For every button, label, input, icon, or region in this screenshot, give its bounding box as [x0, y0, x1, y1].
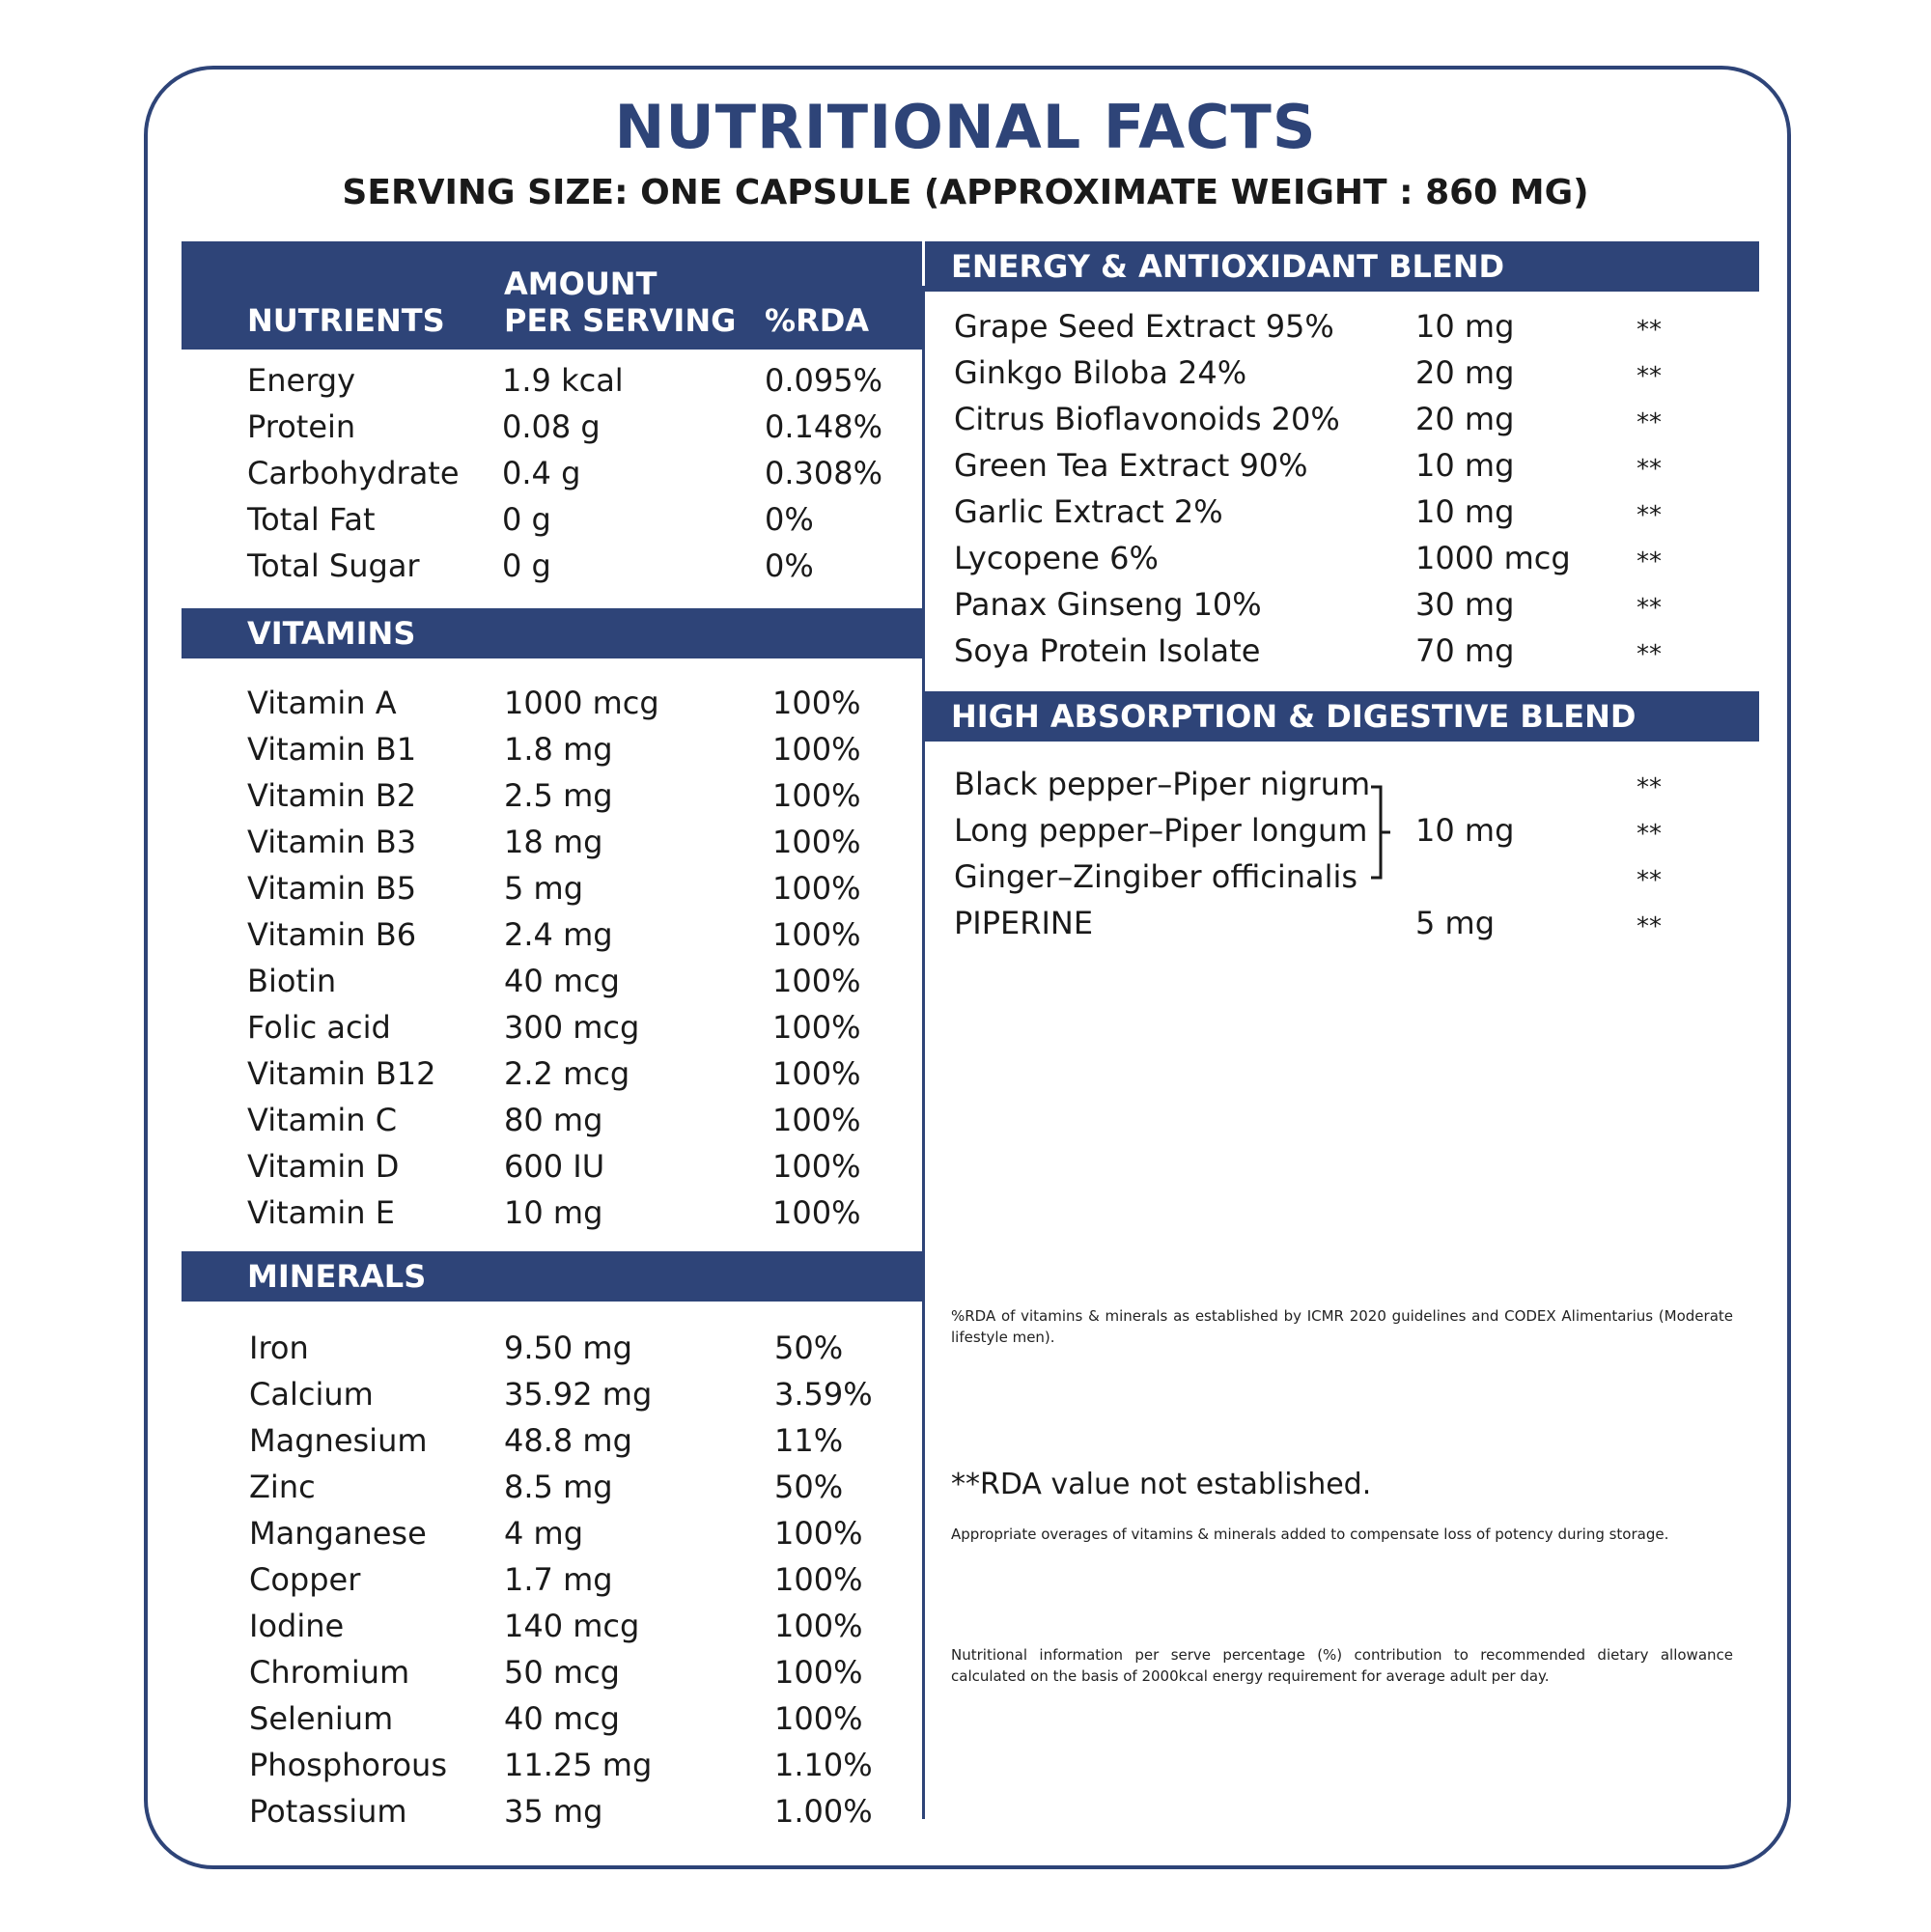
energy-blend-name: Garlic Extract 2% [954, 493, 1223, 530]
digestive-blend-rda: ** [1637, 912, 1662, 941]
vitamin-name: Vitamin B12 [247, 1055, 436, 1092]
mineral-amount: 8.5 mg [504, 1469, 613, 1505]
nutrient-amount: 0 g [502, 547, 551, 584]
nutrient-name: Energy [247, 362, 356, 399]
vitamin-amount: 40 mcg [504, 963, 620, 999]
energy-blend-amount: 70 mg [1415, 632, 1515, 669]
digestive-blend-rda: ** [1637, 866, 1662, 895]
vitamin-rda: 100% [772, 1194, 861, 1231]
mineral-rda: 50% [774, 1469, 844, 1505]
nutrient-amount: 0.4 g [502, 455, 581, 491]
vitamin-rda: 100% [772, 870, 861, 907]
vitamin-name: Vitamin B5 [247, 870, 417, 907]
mineral-rda: 100% [774, 1561, 863, 1598]
mineral-name: Zinc [249, 1469, 316, 1505]
energy-basis-note: Nutritional information per serve percentage (%) contribution to recommended dietary allowance calculated on the basis of 2000kcal energy requirement for average adult per day. [951, 1646, 1733, 1685]
nutrients-col-header: NUTRIENTS [247, 302, 445, 339]
vitamin-rda: 100% [772, 731, 861, 768]
energy-blend-name: Citrus Bioflavonoids 20% [954, 401, 1340, 437]
mineral-amount: 11.25 mg [504, 1747, 653, 1783]
vitamin-amount: 18 mg [504, 824, 603, 860]
nutrient-name: Carbohydrate [247, 455, 460, 491]
mineral-rda: 50% [774, 1330, 844, 1366]
vitamin-amount: 1.8 mg [504, 731, 613, 768]
energy-blend-name: Grape Seed Extract 95% [954, 308, 1334, 345]
nutrient-name: Protein [247, 408, 356, 445]
vitamin-amount: 2.5 mg [504, 777, 613, 814]
digestive-blend-amount: 5 mg [1415, 905, 1496, 941]
digestive-blend-rda: ** [1637, 820, 1662, 849]
mineral-name: Magnesium [249, 1422, 428, 1459]
vitamin-amount: 2.4 mg [504, 916, 613, 953]
mineral-amount: 1.7 mg [504, 1561, 613, 1598]
nutrient-amount: 0.08 g [502, 408, 601, 445]
vitamin-rda: 100% [772, 685, 861, 721]
vitamin-amount: 1000 mcg [504, 685, 659, 721]
energy-blend-name: Ginkgo Biloba 24% [954, 354, 1247, 391]
nutrient-rda: 0.308% [765, 455, 883, 491]
vitamin-rda: 100% [772, 916, 861, 953]
energy-blend-amount: 20 mg [1415, 401, 1515, 437]
mineral-amount: 140 mcg [504, 1608, 640, 1644]
mineral-name: Potassium [249, 1793, 407, 1830]
mineral-rda: 3.59% [774, 1376, 873, 1413]
amount-col-header-line1: AMOUNT [504, 266, 658, 302]
energy-blend-rda: ** [1637, 408, 1662, 437]
digestive-blend-header-bar [925, 691, 1759, 742]
digestive-blend-name: Black pepper–Piper nigrum [954, 766, 1371, 802]
energy-blend-name: Soya Protein Isolate [954, 632, 1261, 669]
mineral-amount: 35.92 mg [504, 1376, 653, 1413]
mineral-name: Calcium [249, 1376, 374, 1413]
overages-note: Appropriate overages of vitamins & minerals added to compensate loss of potency during storage. [951, 1526, 1669, 1543]
energy-blend-amount: 10 mg [1415, 493, 1515, 530]
vitamin-name: Folic acid [247, 1009, 391, 1046]
vitamin-amount: 2.2 mcg [504, 1055, 630, 1092]
energy-blend-rda: ** [1637, 316, 1662, 345]
mineral-rda: 1.10% [774, 1747, 873, 1783]
energy-blend-amount: 20 mg [1415, 354, 1515, 391]
vitamin-name: Vitamin B3 [247, 824, 417, 860]
vitamin-rda: 100% [772, 1055, 861, 1092]
vitamin-name: Vitamin A [247, 685, 397, 721]
energy-blend-amount: 30 mg [1415, 586, 1515, 623]
mineral-name: Phosphorous [249, 1747, 447, 1783]
mineral-rda: 100% [774, 1700, 863, 1737]
mineral-name: Chromium [249, 1654, 410, 1691]
digestive-blend-rda: ** [1637, 773, 1662, 802]
digestive-blend-name: Long pepper–Piper longum [954, 812, 1368, 849]
page-title: NUTRITIONAL FACTS [614, 92, 1317, 162]
mineral-name: Selenium [249, 1700, 394, 1737]
vitamin-name: Biotin [247, 963, 337, 999]
vitamin-name: Vitamin B1 [247, 731, 417, 768]
serving-size: SERVING SIZE: ONE CAPSULE (APPROXIMATE WEIGHT : 860 MG) [342, 173, 1589, 212]
mineral-rda: 11% [774, 1422, 844, 1459]
mineral-name: Copper [249, 1561, 361, 1598]
rda-not-established-note: **RDA value not established. [951, 1468, 1372, 1501]
energy-blend-name: Green Tea Extract 90% [954, 447, 1308, 484]
nutrient-rda: 0% [765, 501, 814, 538]
mineral-amount: 50 mcg [504, 1654, 620, 1691]
mineral-amount: 35 mg [504, 1793, 603, 1830]
rda-basis-note: %RDA of vitamins & minerals as established by ICMR 2020 guidelines and CODEX Alimentarius (Moderate lifestyle men). [951, 1307, 1733, 1346]
nutrient-rda: 0.148% [765, 408, 883, 445]
nutrient-rda: 0.095% [765, 362, 883, 399]
nutrient-amount: 1.9 kcal [502, 362, 624, 399]
vitamin-rda: 100% [772, 1148, 861, 1185]
vitamin-name: Vitamin E [247, 1194, 395, 1231]
energy-blend-amount: 10 mg [1415, 447, 1515, 484]
energy-blend-header-bar [925, 241, 1759, 292]
column-divider [922, 286, 925, 1819]
amount-col-header-line2: PER SERVING [504, 302, 737, 339]
nutrients-header-bar [182, 241, 922, 350]
energy-blend-rda: ** [1637, 594, 1662, 623]
energy-blend-name: Lycopene 6% [954, 540, 1159, 576]
vitamin-amount: 80 mg [504, 1102, 603, 1138]
nutrient-rda: 0% [765, 547, 814, 584]
energy-blend-rda: ** [1637, 501, 1662, 530]
vitamin-amount: 10 mg [504, 1194, 603, 1231]
energy-blend-rda: ** [1637, 547, 1662, 576]
mineral-name: Iodine [249, 1608, 345, 1644]
mineral-amount: 48.8 mg [504, 1422, 632, 1459]
mineral-rda: 100% [774, 1608, 863, 1644]
minerals-header-bar [182, 1251, 922, 1302]
vitamin-amount: 600 IU [504, 1148, 605, 1185]
digestive-blend-name: Ginger–Zingiber officinalis [954, 858, 1358, 895]
mineral-amount: 9.50 mg [504, 1330, 632, 1366]
mineral-rda: 100% [774, 1515, 863, 1552]
mineral-rda: 100% [774, 1654, 863, 1691]
energy-blend-amount: 10 mg [1415, 308, 1515, 345]
energy-blend-rda: ** [1637, 362, 1662, 391]
energy-blend-heading: ENERGY & ANTIOXIDANT BLEND [951, 248, 1505, 285]
vitamin-amount: 5 mg [504, 870, 584, 907]
energy-blend-name: Panax Ginseng 10% [954, 586, 1262, 623]
digestive-blend-name: PIPERINE [954, 905, 1094, 941]
energy-blend-rda: ** [1637, 455, 1662, 484]
digestive-group-amount: 10 mg [1415, 812, 1515, 849]
vitamin-name: Vitamin B2 [247, 777, 417, 814]
vitamin-name: Vitamin D [247, 1148, 400, 1185]
vitamins-heading: VITAMINS [247, 615, 416, 652]
nutrient-amount: 0 g [502, 501, 551, 538]
vitamin-rda: 100% [772, 777, 861, 814]
vitamin-rda: 100% [772, 963, 861, 999]
mineral-amount: 4 mg [504, 1515, 584, 1552]
minerals-heading: MINERALS [247, 1258, 427, 1295]
nutrient-name: Total Fat [247, 501, 376, 538]
vitamin-rda: 100% [772, 824, 861, 860]
vitamin-name: Vitamin C [247, 1102, 398, 1138]
group-bracket [1369, 784, 1390, 881]
rda-col-header: %RDA [765, 302, 870, 339]
nutrient-name: Total Sugar [247, 547, 420, 584]
vitamins-header-bar [182, 608, 922, 658]
mineral-name: Iron [249, 1330, 309, 1366]
vitamin-rda: 100% [772, 1009, 861, 1046]
digestive-blend-heading: HIGH ABSORPTION & DIGESTIVE BLEND [951, 698, 1637, 735]
mineral-amount: 40 mcg [504, 1700, 620, 1737]
mineral-rda: 1.00% [774, 1793, 873, 1830]
vitamin-rda: 100% [772, 1102, 861, 1138]
vitamin-amount: 300 mcg [504, 1009, 640, 1046]
energy-blend-amount: 1000 mcg [1415, 540, 1571, 576]
vitamin-name: Vitamin B6 [247, 916, 417, 953]
mineral-name: Manganese [249, 1515, 427, 1552]
energy-blend-rda: ** [1637, 640, 1662, 669]
